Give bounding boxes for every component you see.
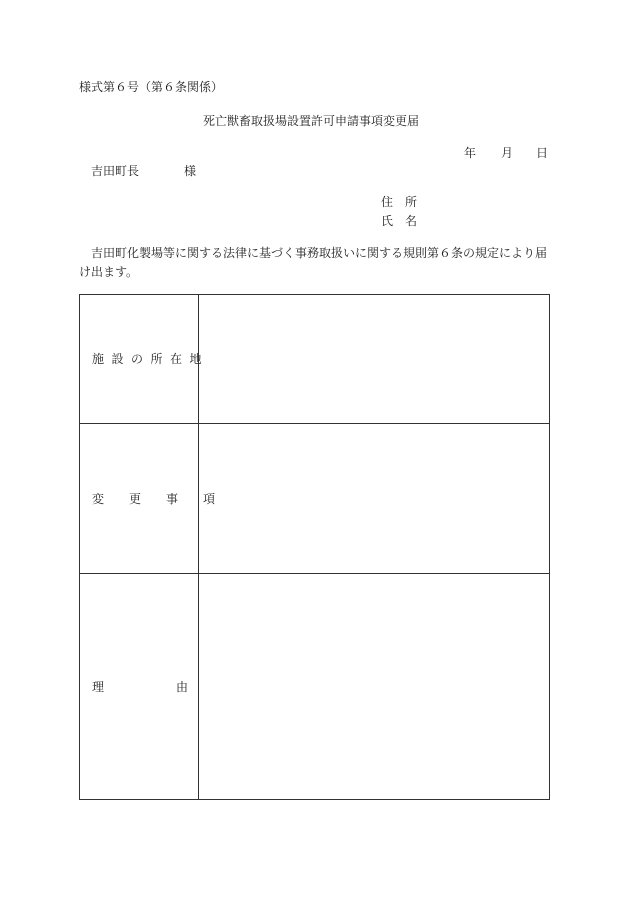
honorific: 様 <box>184 164 197 178</box>
name-label: 氏名 <box>381 214 430 228</box>
reason-label-cell <box>80 574 199 799</box>
date-day: 日 <box>536 146 549 160</box>
row-change-items <box>80 423 549 573</box>
address-label: 住所 <box>381 195 430 209</box>
document-title: 死亡獣畜取扱場設置許可申請事項変更届 <box>203 114 420 128</box>
form-number: 様式第６号（第６条関係） <box>79 80 224 94</box>
reason-field[interactable] <box>199 574 549 799</box>
reason-label-part-2: 由 <box>175 679 188 694</box>
reason-label-part-1: 理 <box>92 679 105 694</box>
change-items-label: 変更事項 <box>92 491 241 506</box>
addressee: 吉田町長 <box>91 164 140 178</box>
form-table <box>79 294 550 800</box>
change-items-label-cell <box>80 424 241 573</box>
body-text: 吉田町化製場等に関する法律に基づく事務取扱いに関する規則第６条の規定により届け出ます。 <box>79 246 548 279</box>
reason-label <box>92 681 188 693</box>
date-month: 月 <box>501 146 514 160</box>
change-items-field[interactable] <box>199 424 549 573</box>
facility-location-label-cell <box>80 295 210 423</box>
date-year: 年 <box>464 146 477 160</box>
facility-location-field[interactable] <box>199 295 549 423</box>
facility-location-label: 施設の所在地 <box>92 352 210 366</box>
row-reason <box>80 573 549 799</box>
row-facility-location <box>80 295 549 423</box>
